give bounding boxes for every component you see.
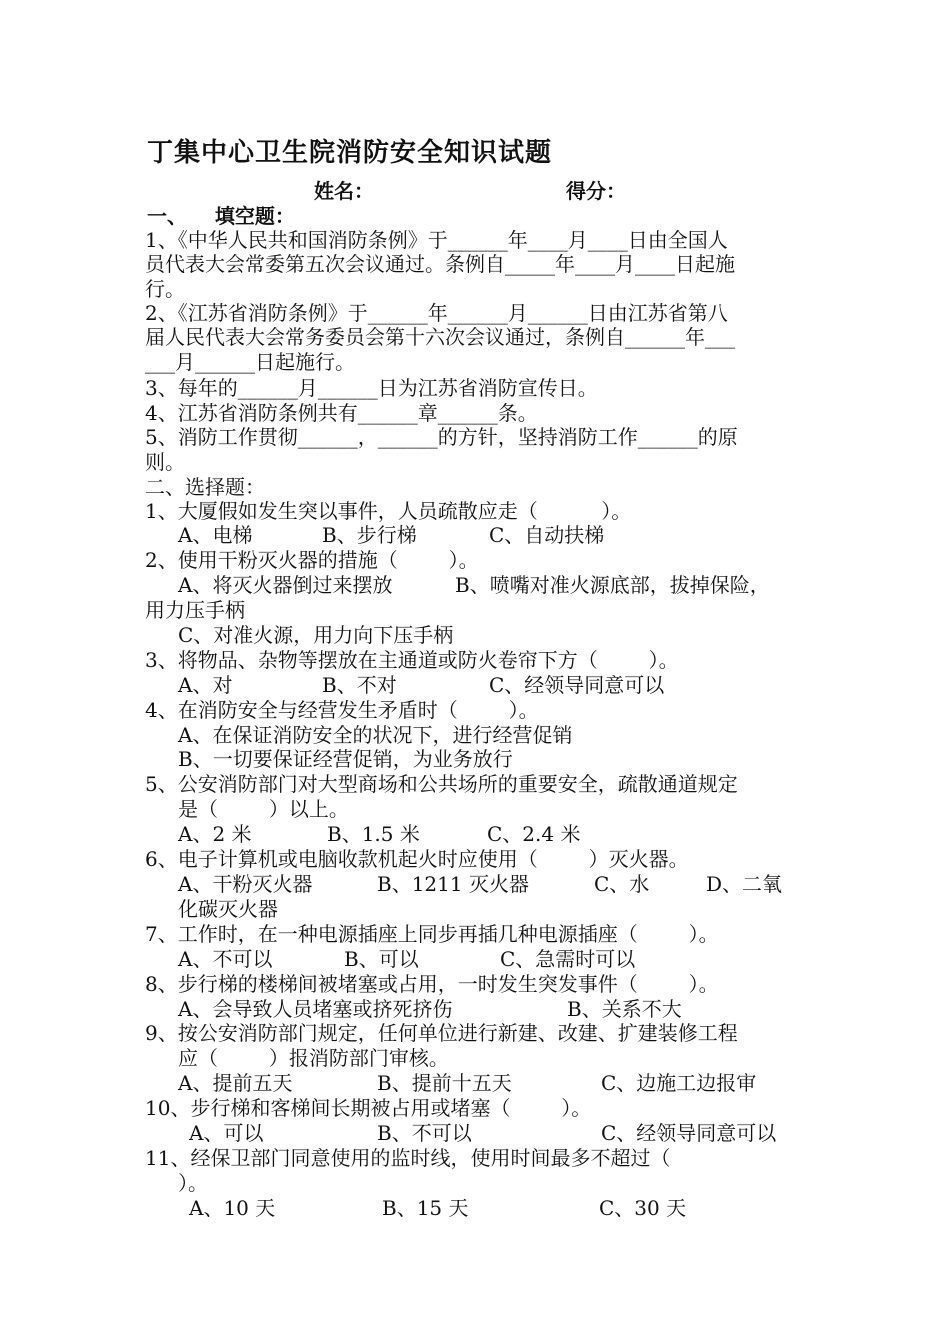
fill-line: 员代表大会常委第五次会议通过。条例自_____年____月____日起施 xyxy=(145,252,735,276)
option-c: C、水 xyxy=(594,872,650,896)
question-11-continued: ）。 xyxy=(178,1171,208,1195)
option-b: B、步行梯 xyxy=(322,523,417,547)
option-b: B、不可以 xyxy=(377,1121,472,1145)
option-a: A、会导致人员堵塞或挤死挤伤 xyxy=(178,997,453,1021)
section2-heading: 二、选择题： xyxy=(145,475,265,499)
option-a: A、将灭火器倒过来摆放 xyxy=(178,573,393,597)
option-a: A、干粉灭火器 xyxy=(178,872,313,896)
option-c: C、对准火源，用力向下压手柄 xyxy=(178,623,454,647)
option-c: C、边施工边报审 xyxy=(601,1071,757,1095)
option-d-continued: 化碳灭火器 xyxy=(178,897,278,921)
option-c: C、2.4 米 xyxy=(487,822,581,846)
option-a: A、可以 xyxy=(189,1121,264,1145)
option-b: B、关系不大 xyxy=(567,997,682,1021)
question-10: 10、步行梯和客梯间长期被占用或堵塞（ ）。 xyxy=(145,1096,592,1120)
question-5-continued: 是（ ）以上。 xyxy=(178,797,349,821)
question-9: 9、按公安消防部门规定，任何单位进行新建、改建、扩建装修工程 xyxy=(145,1021,738,1045)
question-5: 5、公安消防部门对大型商场和公共场所的重要安全，疏散通道规定 xyxy=(145,772,738,796)
fill-line: 1、《中华人民共和国消防条例》于______年____月____日由全国人 xyxy=(145,228,728,252)
option-a: A、电梯 xyxy=(178,523,253,547)
option-c: C、自动扶梯 xyxy=(489,523,605,547)
fill-line: 届人民代表大会常务委员会第十六次会议通过，条例自______年___ xyxy=(145,325,735,349)
option-b: B、15 天 xyxy=(382,1196,469,1220)
option-c: C、30 天 xyxy=(599,1196,687,1220)
option-b: B、一切要保证经营促销，为业务放行 xyxy=(178,747,513,771)
question-9-continued: 应（ ）报消防部门审核。 xyxy=(178,1046,449,1070)
fill-line: 则。 xyxy=(145,450,185,474)
fill-line: 5、消防工作贯彻______，______的方针，坚持消防工作______的原 xyxy=(145,425,738,449)
option-a: A、提前五天 xyxy=(178,1071,293,1095)
option-a: A、在保证消防安全的状况下，进行经营促销 xyxy=(178,723,573,747)
option-b: B、提前十五天 xyxy=(377,1071,512,1095)
question-6: 6、电子计算机或电脑收款机起火时应使用（ ）灭火器。 xyxy=(145,847,689,871)
option-a: A、2 米 xyxy=(178,822,252,846)
fill-line: 3、每年的______月______日为江苏省消防宣传日。 xyxy=(145,376,598,400)
question-2: 2、使用干粉灭火器的措施（ ）。 xyxy=(145,548,479,572)
question-11: 11、经保卫部门同意使用的监时线，使用时间最多不超过（ xyxy=(145,1146,671,1170)
option-a: A、10 天 xyxy=(189,1196,276,1220)
page-title: 丁集中心卫生院消防安全知识试题 xyxy=(147,138,553,168)
option-c: C、经领导同意可以 xyxy=(601,1121,777,1145)
question-7: 7、工作时，在一种电源插座上同步再插几种电源插座（ ）。 xyxy=(145,922,719,946)
question-1: 1、大厦假如发生突以事件，人员疏散应走（ ）。 xyxy=(145,499,632,523)
option-b: B、1211 灭火器 xyxy=(377,872,529,896)
question-4: 4、在消防安全与经营发生矛盾时（ ）。 xyxy=(145,698,539,722)
option-a: A、不可以 xyxy=(178,947,273,971)
fill-line: 4、江苏省消防条例共有______章______条。 xyxy=(145,401,538,425)
option-b: B、1.5 米 xyxy=(327,822,420,846)
option-d: D、二氧 xyxy=(706,872,783,896)
option-c: C、经领导同意可以 xyxy=(489,673,665,697)
question-3: 3、将物品、杂物等摆放在主通道或防火卷帘下方（ ）。 xyxy=(145,648,679,672)
option-c: C、急需时可以 xyxy=(500,947,636,971)
question-8: 8、步行梯的楼梯间被堵塞或占用，一时发生突发事件（ ）。 xyxy=(145,972,719,996)
score-label: 得分： xyxy=(566,179,626,203)
section1-heading: 一、 填空题： xyxy=(147,204,295,228)
option-a: A、对 xyxy=(178,673,233,697)
option-b: B、可以 xyxy=(344,947,419,971)
option-b-continued: 用力压手柄 xyxy=(145,598,245,622)
option-b: B、不对 xyxy=(322,673,397,697)
fill-line: 行。 xyxy=(145,277,185,301)
fill-line: ___月______日起施行。 xyxy=(145,350,355,374)
name-label: 姓名： xyxy=(314,179,374,203)
fill-line: 2、《江苏省消防条例》于______年______月______日由江苏省第八 xyxy=(145,301,728,325)
option-b: B、喷嘴对准火源底部，拔掉保险， xyxy=(455,573,770,597)
